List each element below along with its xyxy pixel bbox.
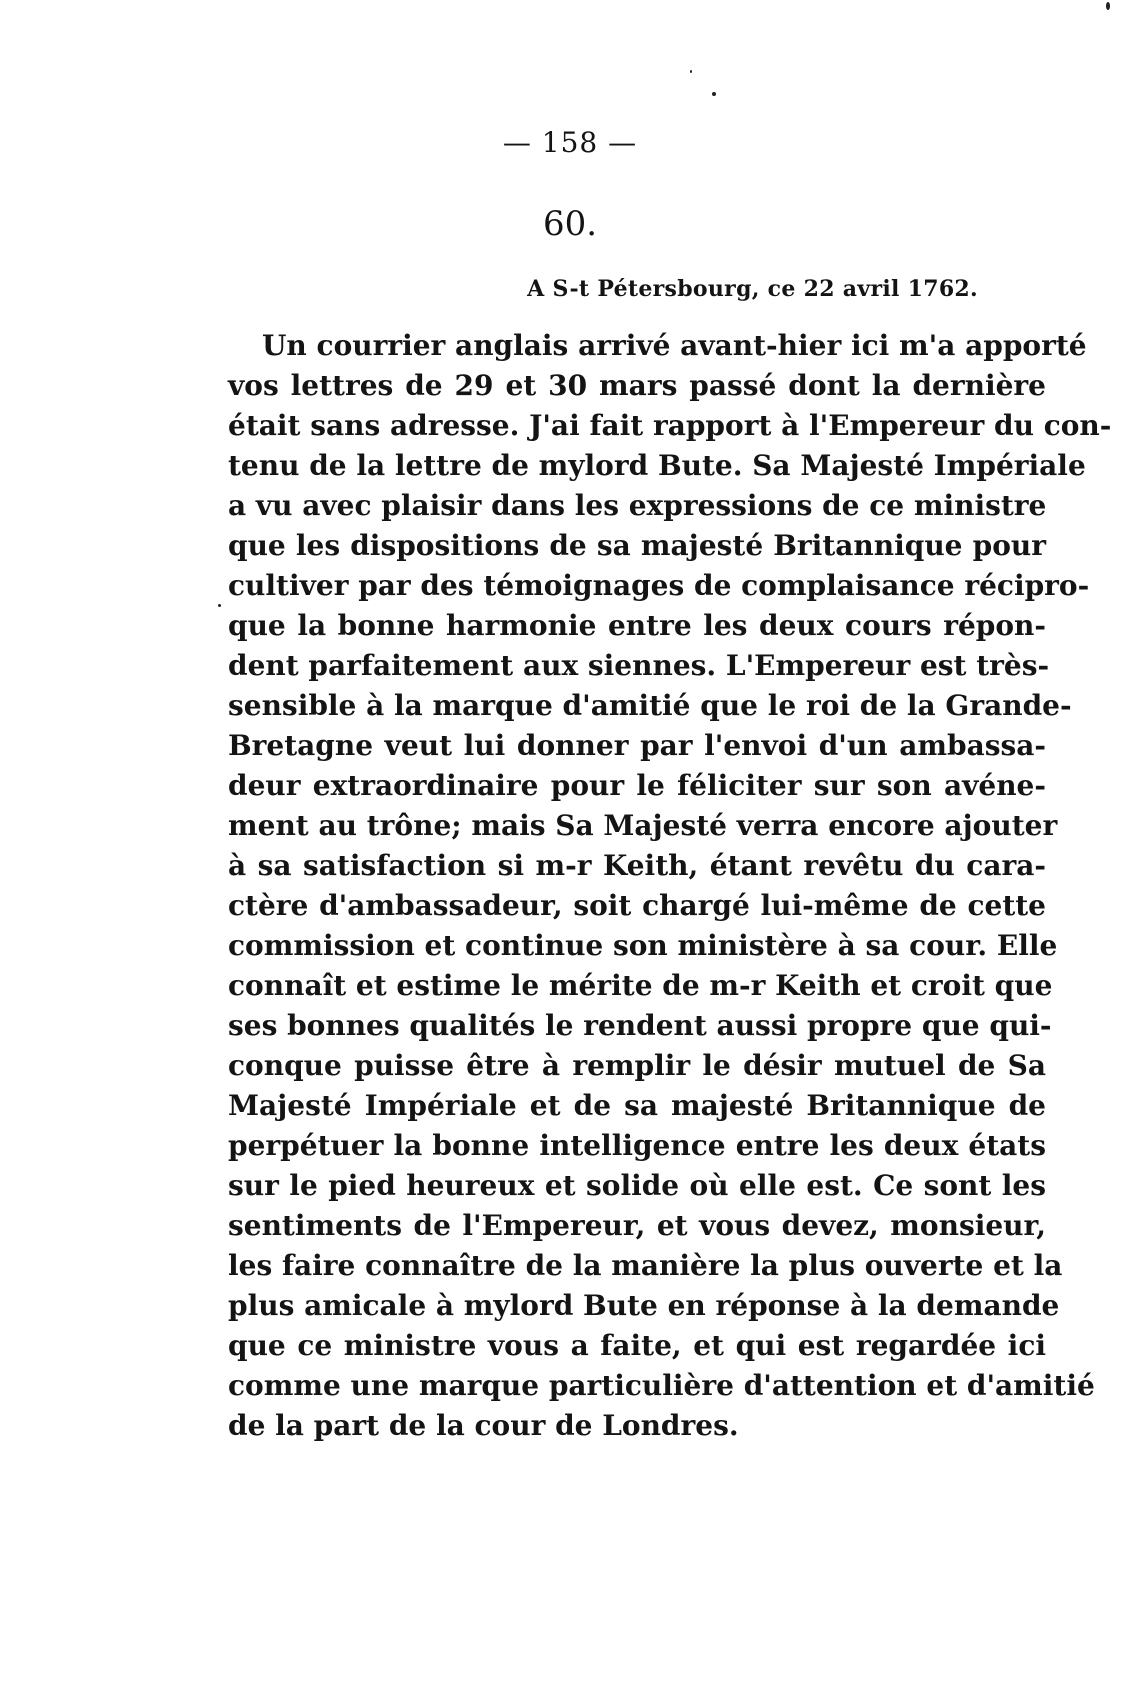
text-line: sensible à la marque d'amitié que le roi de la Grande- <box>228 689 1072 722</box>
text-line: ses bonnes qualités le rendent aussi propre que qui- <box>228 1009 1052 1042</box>
scan-speck <box>1106 2 1110 10</box>
text-line: les faire connaître de la manière la plus ouverte et la <box>228 1249 1063 1282</box>
text-line: comme une marque particulière d'attention et d'amitié <box>228 1369 1095 1402</box>
text-line: plus amicale à mylord Bute en réponse à la demande <box>228 1289 1060 1322</box>
text-line: commission et continue son ministère à sa cour. Elle <box>228 929 1058 962</box>
text-line: à sa satisfaction si m-r Keith, étant revêtu du cara- <box>228 849 1046 882</box>
text-line: conque puisse être à remplir le désir mutuel de Sa <box>228 1049 1046 1082</box>
letter-body <box>228 326 1112 1446</box>
text-line: que ce ministre vous a faite, et qui est regardée ici <box>228 1329 1046 1362</box>
text-line: dent parfaitement aux siennes. L'Empereur est très- <box>228 649 1050 682</box>
text-line: tenu de la lettre de mylord Bute. Sa Majesté Impériale <box>228 449 1086 482</box>
text-line: Majesté Impériale et de sa majesté Britannique de <box>228 1089 1046 1122</box>
scan-speck <box>712 92 716 96</box>
text-line: a vu avec plaisir dans les expressions de ce ministre <box>228 489 1047 522</box>
text-line: Un courrier anglais arrivé avant-hier ici m'a apporté <box>262 329 1087 362</box>
letter-number: 60. <box>542 204 598 244</box>
text-line: connaît et estime le mérite de m-r Keith et croit que <box>228 969 1053 1002</box>
text-line: que la bonne harmonie entre les deux cours répon- <box>228 609 1046 642</box>
text-line: était sans adresse. J'ai fait rapport à l'Empereur du con- <box>228 409 1112 442</box>
text-line: Bretagne veut lui donner par l'envoi d'un ambassa- <box>228 729 1046 762</box>
text-line: ment au trône; mais Sa Majesté verra encore ajouter <box>228 809 1058 842</box>
text-line: ctère d'ambassadeur, soit chargé lui-même de cette <box>228 889 1046 922</box>
page-number: — 158 — <box>502 126 638 159</box>
text-line: vos lettres de 29 et 30 mars passé dont la dernière <box>228 369 1046 402</box>
text-line: deur extraordinaire pour le féliciter sur son avéne- <box>228 769 1046 802</box>
scan-speck <box>690 70 692 73</box>
text-line: perpétuer la bonne intelligence entre les deux états <box>228 1129 1046 1162</box>
dateline: A S-t Pétersbourg, ce 22 avril 1762. <box>527 276 978 302</box>
text-line: sentiments de l'Empereur, et vous devez, monsieur, <box>228 1209 1046 1242</box>
scan-speck <box>218 604 221 607</box>
text-line: cultiver par des témoignages de complaisance récipro- <box>228 569 1090 602</box>
text-line: de la part de la cour de Londres. <box>228 1409 739 1442</box>
text-line: sur le pied heureux et solide où elle est. Ce sont les <box>228 1169 1046 1202</box>
text-line: que les dispositions de sa majesté Britannique pour <box>228 529 1046 562</box>
